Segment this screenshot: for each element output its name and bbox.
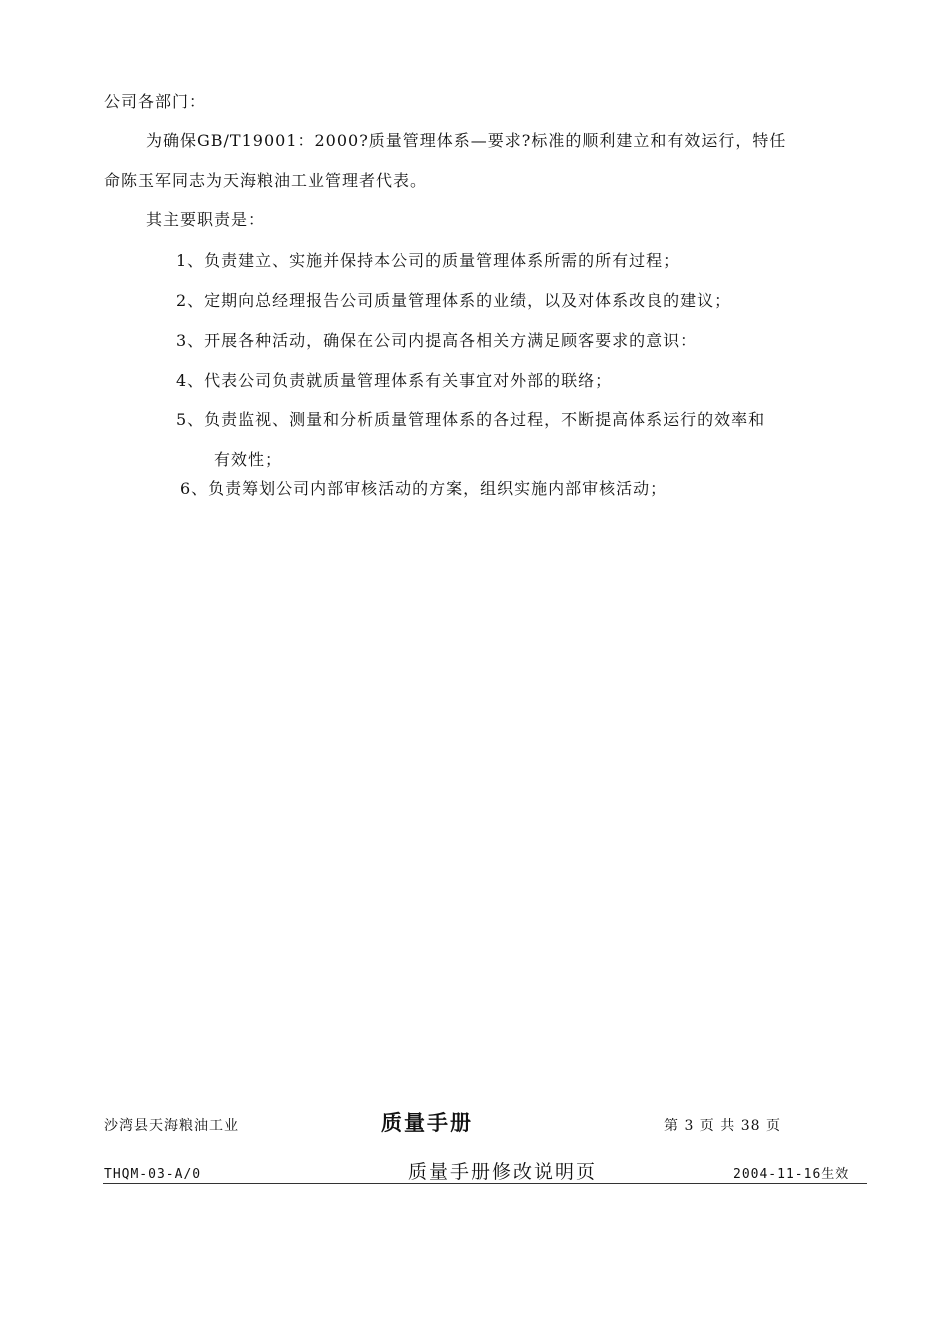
footer-title: 质量手册 xyxy=(381,1110,473,1135)
footer-effective-date: 2004-11-16生效 xyxy=(733,1167,850,1182)
duty-item: 6、负责筹划公司内部审核活动的方案，组织实施内部审核活动； xyxy=(180,479,668,498)
footer-company: 沙湾县天海粮油工业 xyxy=(104,1118,239,1134)
footer-divider xyxy=(103,1183,867,1184)
footer-doc-code: THQM-03-A/0 xyxy=(104,1167,202,1182)
salutation: 公司各部门： xyxy=(104,92,207,111)
duty-item: 3、开展各种活动，确保在公司内提高各相关方满足顾客要求的意识： xyxy=(176,331,698,350)
footer-page-info: 第 3 页 共 38 页 xyxy=(664,1118,781,1134)
duty-item: 1、负责建立、实施并保持本公司的质量管理体系所需的所有过程； xyxy=(176,251,681,270)
footer-subtitle: 质量手册修改说明页 xyxy=(408,1161,598,1183)
duties-heading: 其主要职责是： xyxy=(146,210,266,229)
duty-item: 2、定期向总经理报告公司质量管理体系的业绩，以及对体系改良的建议； xyxy=(176,291,732,310)
intro-line-2: 命陈玉军同志为天海粮油工业管理者代表。 xyxy=(104,171,428,190)
duty-item: 5、负责监视、测量和分析质量管理体系的各过程，不断提高体系运行的效率和 xyxy=(176,410,766,429)
duty-item: 4、代表公司负责就质量管理体系有关事宜对外部的联络； xyxy=(176,371,613,390)
intro-line-1: 为确保GB/T19001：2000?质量管理体系—要求?标准的顺利建立和有效运行，特任 xyxy=(146,131,787,150)
duty-item-continuation: 有效性； xyxy=(214,450,283,469)
